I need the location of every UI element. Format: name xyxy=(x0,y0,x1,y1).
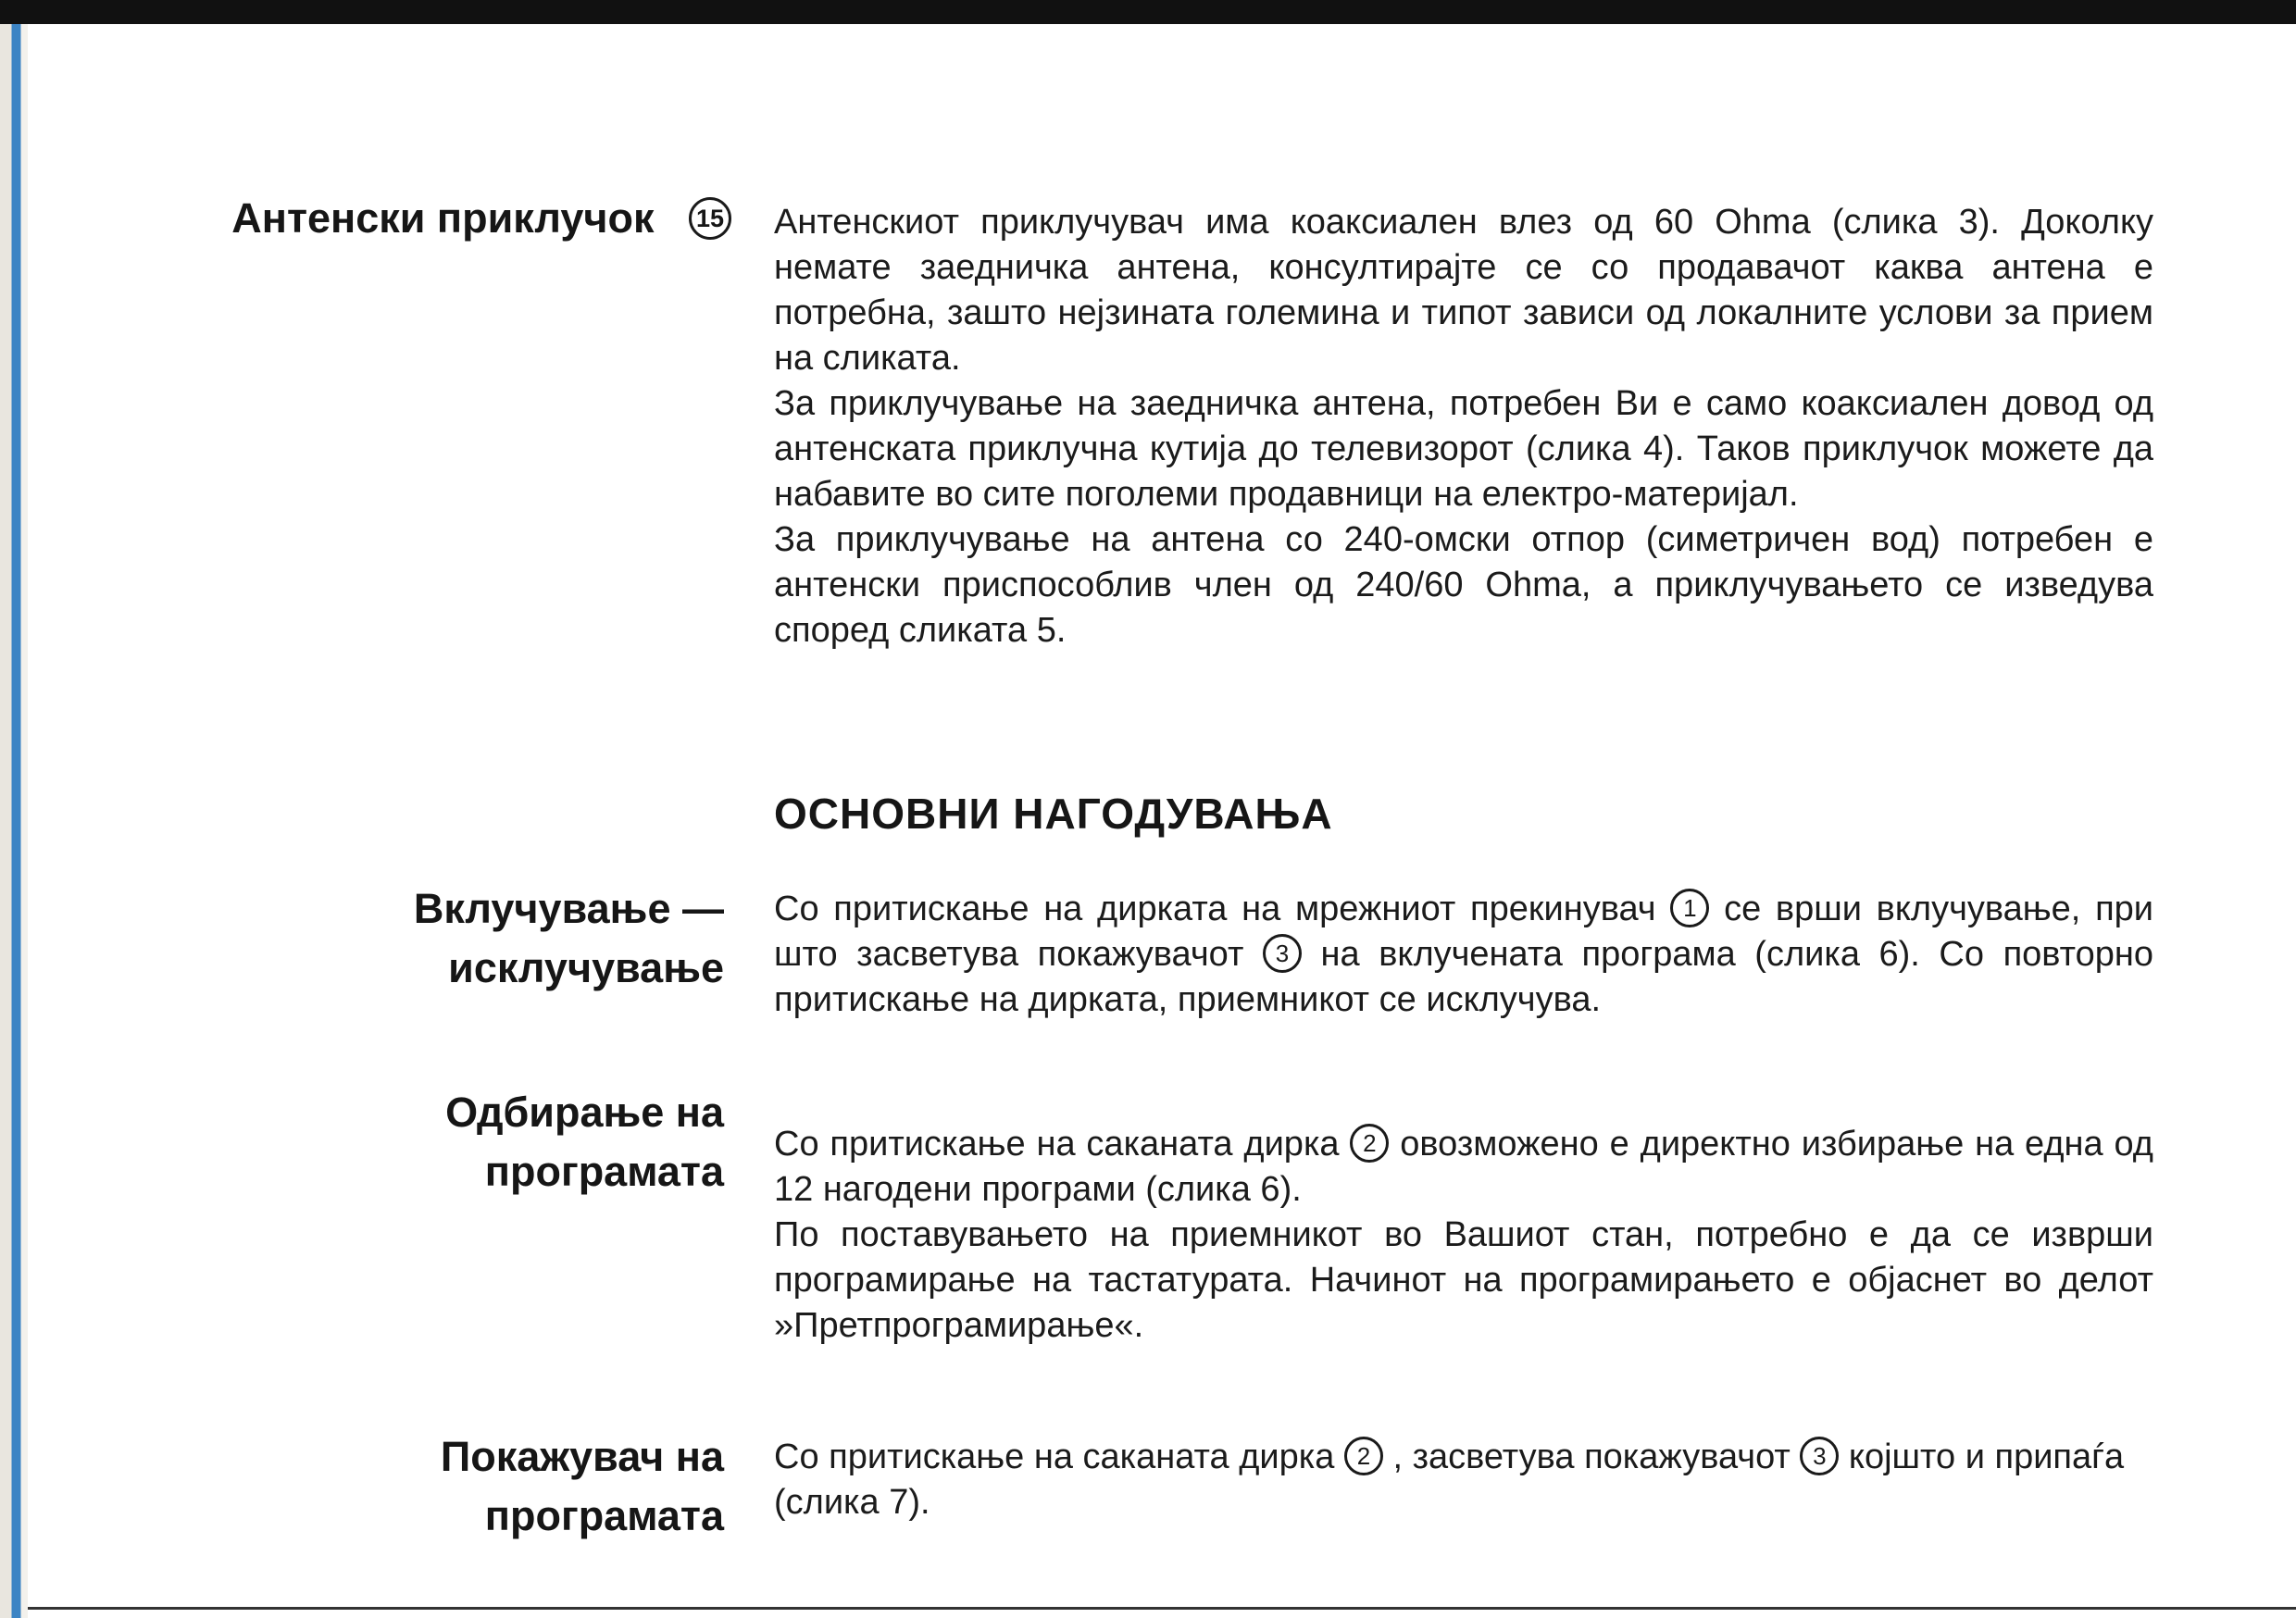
control-number-badge: 3 xyxy=(1263,934,1302,973)
control-number-badge: 2 xyxy=(1344,1437,1383,1475)
label-line: Вклучување — xyxy=(413,885,724,932)
section-body-switching xyxy=(774,887,2153,1023)
text-run: овозможено е директно избирање на една од 12 нагодени програми (слика 6). xyxy=(774,1125,2153,1209)
label-line: Покажувач на xyxy=(440,1433,724,1480)
page-bottom-border xyxy=(28,1607,2296,1610)
paragraph xyxy=(774,1435,2153,1525)
section-label-switching xyxy=(278,879,724,998)
section-label-selection xyxy=(278,1083,724,1201)
callout-number-badge: 15 xyxy=(689,197,731,240)
label-line: програмата xyxy=(484,1492,724,1539)
page-top-border xyxy=(0,0,2296,24)
paragraph: Антенскиот приклучувач има коаксиален влез од 60 Ohma (слика 3). Доколку немате заедничка антена, консултирајте се со продавачот каква антена е потребна, зашто нејзината големина и типот зависи од локалните услови за прием на сликата. xyxy=(774,203,2153,378)
text-run: на вклучената програма (слика 6). Со повторно притискање на дирката, приемникот се исклучува. xyxy=(774,935,2154,1019)
section-body-selection xyxy=(774,1122,2153,1349)
control-number-badge: 1 xyxy=(1670,889,1709,927)
paragraph: За приклучување на заедничка антена, потребен Ви е само коаксиален довод од антенската приклучна кутија до телевизорот (слика 4). Таков приклучок можете да набавите во сите поголеми продавници на електро-материјал. xyxy=(774,384,2153,514)
paragraph xyxy=(774,887,2153,1023)
section-label-antenna-text: Антенски приклучок xyxy=(231,194,655,242)
text-run: , засветува покажувачот xyxy=(1392,1438,1791,1476)
text-run: Со притискање на саканата дирка xyxy=(774,1125,1340,1164)
label-line: исклучување xyxy=(448,944,724,991)
section-label-antenna xyxy=(139,189,731,248)
section-label-indicator xyxy=(278,1427,724,1546)
section-heading: ОСНОВНИ НАГОДУВАЊА xyxy=(774,790,1333,838)
label-line: програмата xyxy=(484,1148,724,1195)
book-spine-edge xyxy=(0,24,28,1618)
text-run: се врши вклучување, при што засветува покажувачот xyxy=(774,890,2154,974)
text-run: Со притискање на саканата дирка xyxy=(774,1438,1335,1476)
label-line: Одбирање на xyxy=(445,1089,724,1136)
paragraph xyxy=(774,1122,2153,1213)
section-body-antenna xyxy=(774,200,2153,653)
text-run: Со притискање на дирката на мрежниот прекинувач xyxy=(774,890,1656,928)
control-number-badge: 3 xyxy=(1800,1437,1839,1475)
paragraph: За приклучување на антена со 240-омски отпор (симетричен вод) потребен е антенски приспособлив член од 240/60 Ohma, а приклучувањето се изведува според сликата 5. xyxy=(774,520,2153,650)
control-number-badge: 2 xyxy=(1350,1124,1389,1163)
paragraph: По поставувањето на приемникот во Вашиот стан, потребно е да се изврши програмирање на тастатурата. Начинот на програмирањето е објаснет во делот »Претпрограмирање«. xyxy=(774,1215,2153,1345)
section-body-indicator xyxy=(774,1435,2153,1525)
text-run: којшто и припаѓа (слика 7). xyxy=(774,1438,2125,1522)
